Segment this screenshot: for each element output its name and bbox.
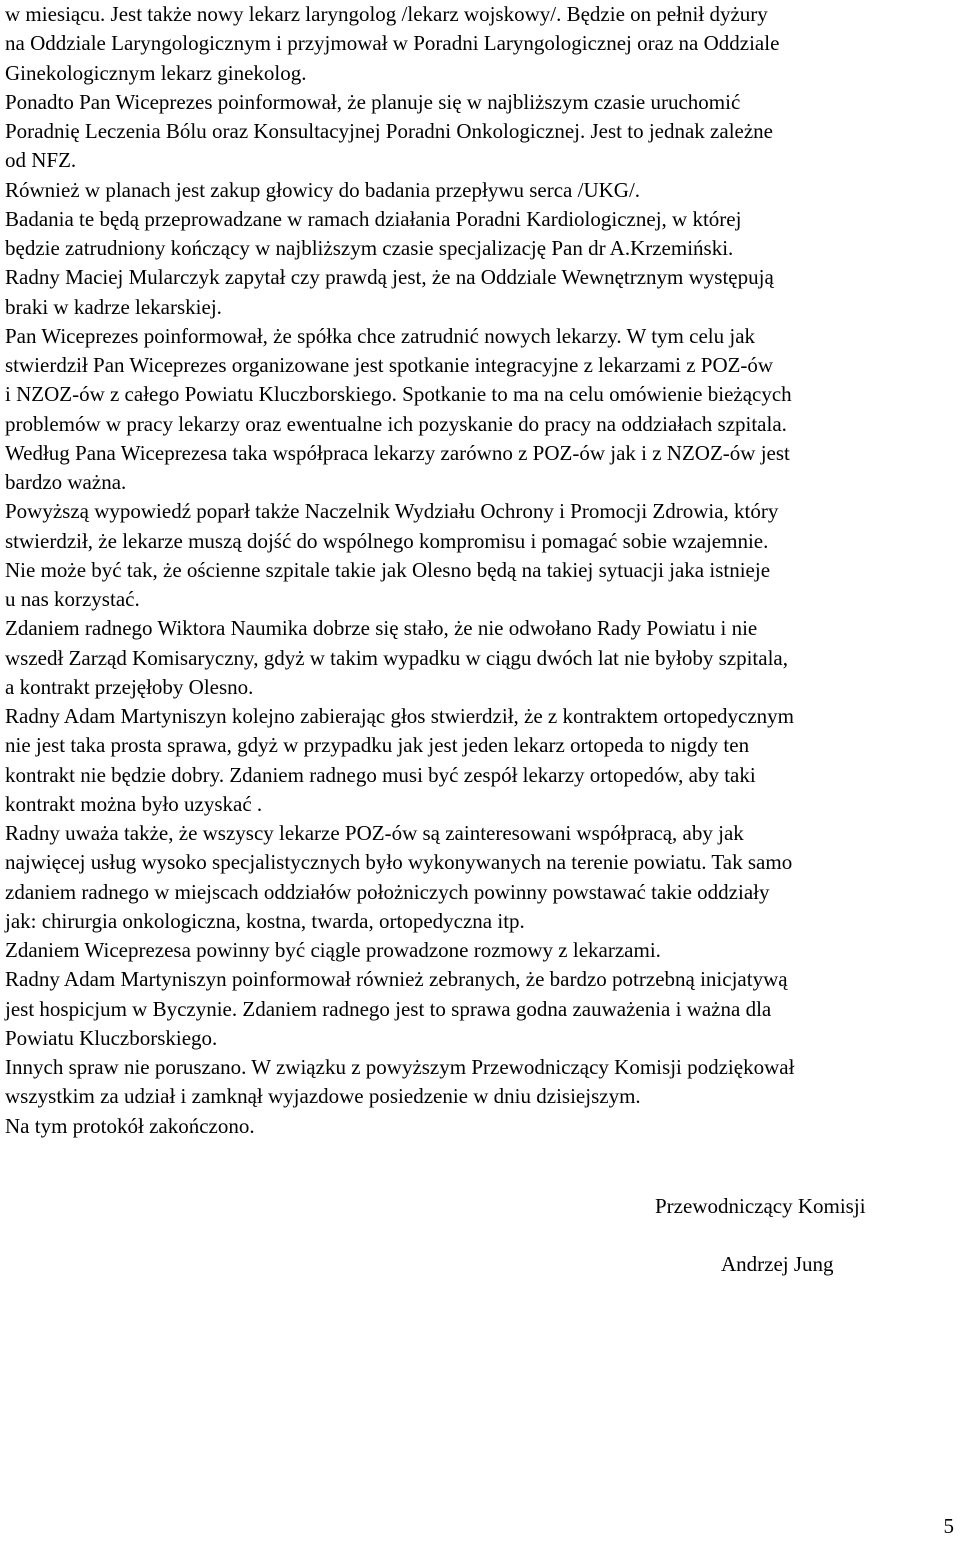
text-line: Powiatu Kluczborskiego. [5, 1025, 218, 1050]
text-line: najwięcej usług wysoko specjalistycznych było wykonywanych na terenie powiatu. Tak samo [5, 850, 793, 875]
paragraph [5, 614, 957, 702]
text-line: Według Pana Wiceprezesa taka współpraca lekarzy zarówno z POZ-ów jak i z NZOZ-ów jest [5, 440, 790, 465]
text-line: Również w planach jest zakup głowicy do badania przepływu serca /UKG/. [5, 177, 641, 202]
signature-name: Andrzej Jung [721, 1252, 834, 1276]
text-line: Radny uważa także, że wszyscy lekarze POZ-ów są zainteresowani współpracą, aby jak [5, 821, 744, 845]
text-line: w miesiącu. Jest także nowy lekarz laryngolog /lekarz wojskowy/. Będzie on pełnił dyżury [5, 2, 768, 26]
text-line: od NFZ. [5, 148, 77, 173]
text-line: zdaniem radnego w miejscach oddziałów położniczych powinny powstawać takie oddziały [5, 879, 770, 904]
text-line: braki w kadrze lekarskiej. [5, 294, 222, 319]
paragraph [5, 263, 957, 322]
text-line: Powyższą wypowiedź poparł także Naczelnik Wydziału Ochrony i Promocji Zdrowia, który [5, 499, 779, 524]
paragraph [5, 497, 957, 556]
paragraph [5, 556, 957, 615]
paragraph [5, 936, 957, 965]
text-line: kontrakt nie będzie dobry. Zdaniem radnego musi być zespół lekarzy ortopedów, aby taki [5, 762, 756, 787]
paragraph [5, 965, 957, 1053]
paragraph [5, 88, 957, 176]
text-line: jak: chirurgia onkologiczna, kostna, twarda, ortopedyczna itp. [5, 908, 525, 933]
text-line: będzie zatrudniony kończący w najbliższym czasie specjalizację Pan dr A.Krzemiński. [5, 236, 734, 260]
document-body [5, 0, 957, 1141]
text-line: Na tym protokół zakończono. [5, 1113, 255, 1138]
text-line: Zdaniem Wiceprezesa powinny być ciągle prowadzone rozmowy z lekarzami. [5, 938, 661, 962]
page-number: 5 [943, 1514, 954, 1538]
text-line: Badania te będą przeprowadzane w ramach działania Poradni Kardiologicznej, w której [5, 206, 742, 231]
text-line: u nas korzystać. [5, 587, 140, 611]
text-line: Ginekologicznym lekarz ginekolog. [5, 60, 307, 85]
paragraph [5, 176, 957, 205]
text-line: wszedł Zarząd Komisaryczny, gdyż w takim wypadku w ciągu dwóch lat nie byłoby szpitala, [5, 645, 788, 670]
text-line: wszystkim za udział i zamknął wyjazdowe posiedzenie w dniu dzisiejszym. [5, 1084, 641, 1109]
text-line: Radny Adam Martyniszyn kolejno zabierając głos stwierdził, że z kontraktem ortopedycznym [5, 704, 795, 728]
text-line: Zdaniem radnego Wiktora Naumika dobrze się stało, że nie odwołano Rady Powiatu i nie [5, 616, 758, 641]
text-line: stwierdził, że lekarze muszą dojść do wspólnego kompromisu i pomagać sobie wzajemnie. [5, 528, 769, 553]
text-line: i NZOZ-ów z całego Powiatu Kluczborskiego. Spotkanie to ma na celu omówienie bieżących [5, 382, 792, 407]
text-line: stwierdził Pan Wiceprezes organizowane jest spotkanie integracyjne z lekarzami z POZ-ów [5, 353, 774, 377]
signature-title: Przewodniczący Komisji [655, 1194, 866, 1218]
text-line: Poradnię Leczenia Bólu oraz Konsultacyjnej Poradni Onkologicznej. Jest to jednak zależne [5, 119, 773, 143]
paragraph [5, 1053, 957, 1112]
text-line: Radny Adam Martyniszyn poinformował również zebranych, że bardzo potrzebną inicjatywą [5, 967, 788, 992]
text-line: Radny Maciej Mularczyk zapytał czy prawdą jest, że na Oddziale Wewnętrznym występują [5, 265, 774, 290]
text-line: Ponadto Pan Wiceprezes poinformował, że planuje się w najbliższym czasie uruchomić [5, 89, 741, 114]
paragraph [5, 702, 957, 819]
text-line: nie jest taka prosta sprawa, gdyż w przypadku jak jest jeden lekarz ortopeda to nigdy ten [5, 733, 750, 758]
paragraph [5, 322, 957, 498]
text-line: Innych spraw nie poruszano. W związku z powyższym Przewodniczący Komisji podziękował [5, 1055, 795, 1079]
text-line: problemów w pracy lekarzy oraz ewentualne ich pozyskanie do pracy na oddziałach szpitala. [5, 411, 787, 436]
text-line: a kontrakt przejęłoby Olesno. [5, 674, 254, 699]
text-line: Nie może być tak, że ościenne szpitale takie jak Olesno będą na takiej sytuacji jaka istnieje [5, 557, 771, 582]
text-line: Pan Wiceprezes poinformował, że spółka chce zatrudnić nowych lekarzy. W tym celu jak [5, 323, 756, 348]
text-line: jest hospicjum w Byczynie. Zdaniem radnego jest to sprawa godna zauważenia i ważna dla [5, 996, 772, 1021]
text-line: na Oddziale Laryngologicznym i przyjmował w Poradni Laryngologicznej oraz na Oddziale [5, 31, 780, 56]
paragraph [5, 205, 957, 264]
paragraph [5, 819, 957, 936]
text-line: kontrakt można było uzyskać . [5, 791, 263, 816]
text-line: bardzo ważna. [5, 470, 127, 494]
paragraph [5, 0, 957, 88]
paragraph [5, 1112, 957, 1141]
